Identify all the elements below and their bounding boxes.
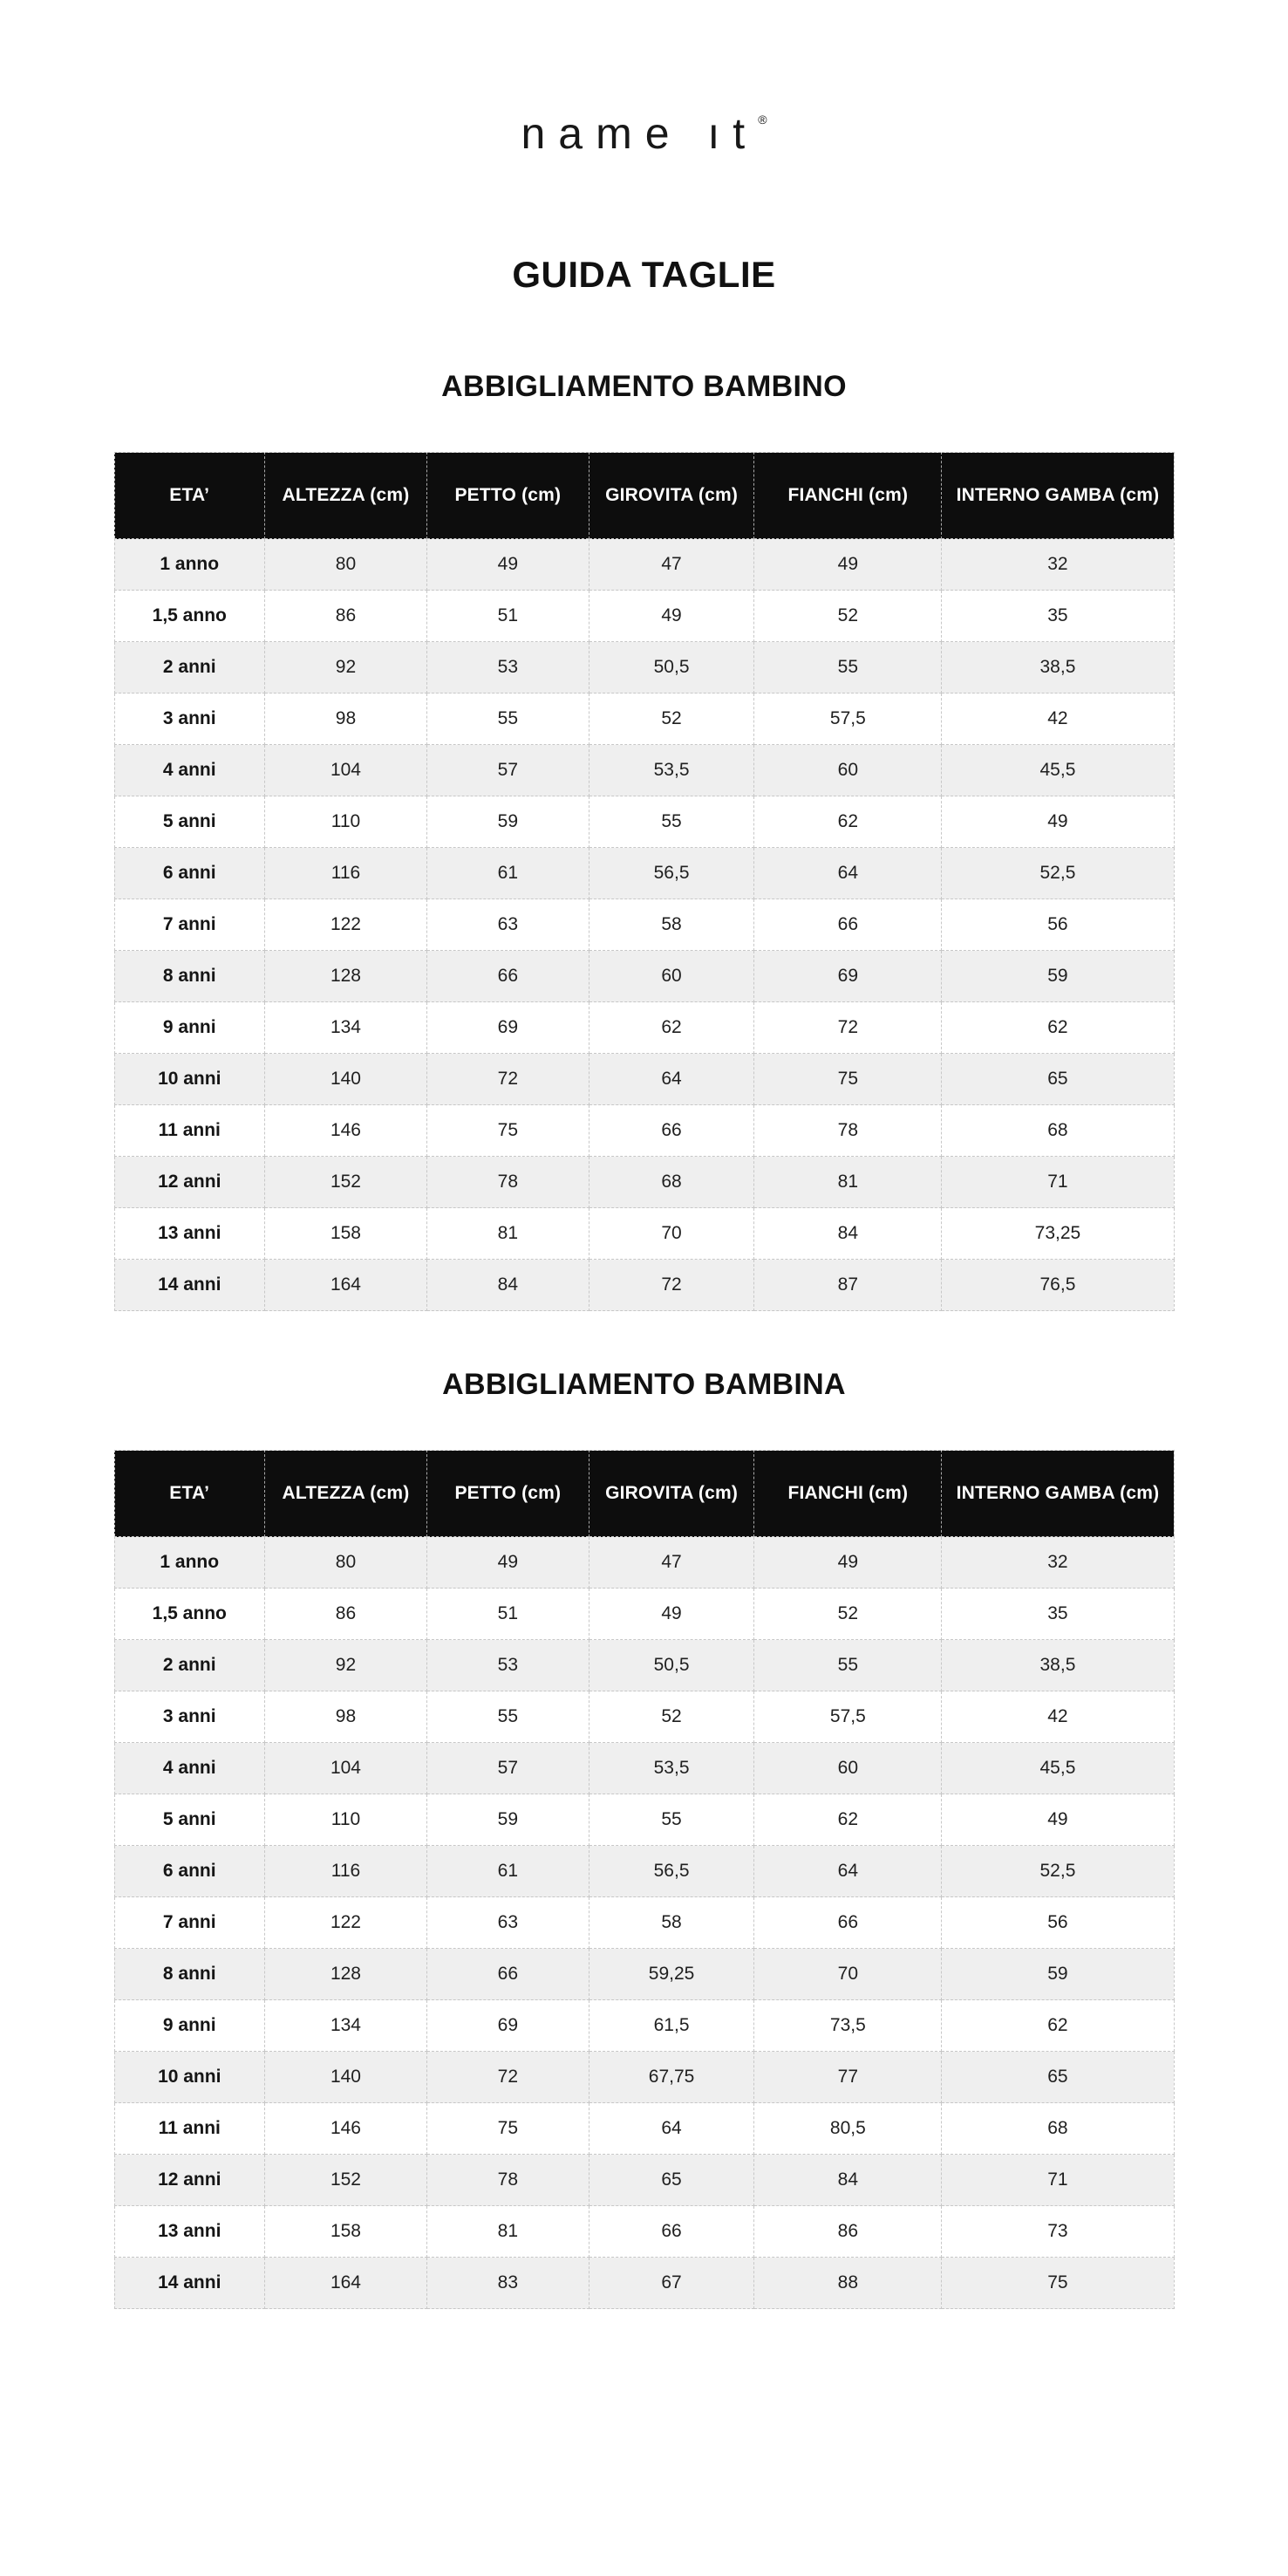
measurement-cell: 63 — [426, 899, 589, 951]
measurement-cell: 81 — [426, 2206, 589, 2258]
measurement-cell: 81 — [426, 1208, 589, 1260]
table-row — [114, 796, 1174, 848]
table-row — [114, 1897, 1174, 1949]
measurement-cell: 59 — [426, 1794, 589, 1846]
measurement-cell: 80,5 — [754, 2103, 942, 2155]
measurement-cell: 53 — [426, 642, 589, 694]
age-cell: 13 anni — [114, 2206, 265, 2258]
age-cell: 1,5 anno — [114, 1589, 265, 1640]
measurement-cell: 59 — [426, 796, 589, 848]
measurement-cell: 67 — [589, 2258, 754, 2309]
measurement-cell: 87 — [754, 1260, 942, 1311]
measurement-cell: 65 — [589, 2155, 754, 2206]
measurement-cell: 59,25 — [589, 1949, 754, 2000]
measurement-cell: 60 — [754, 745, 942, 796]
measurement-cell: 75 — [426, 2103, 589, 2155]
measurement-cell: 57 — [426, 745, 589, 796]
measurement-cell: 73 — [942, 2206, 1174, 2258]
table-header-row — [114, 1451, 1174, 1537]
measurement-cell: 134 — [265, 1002, 427, 1054]
age-cell: 14 anni — [114, 2258, 265, 2309]
measurement-cell: 55 — [589, 1794, 754, 1846]
measurement-cell: 78 — [754, 1105, 942, 1157]
section-bambino — [0, 372, 1288, 1311]
measurement-cell: 32 — [942, 1537, 1174, 1589]
measurement-cell: 152 — [265, 1157, 427, 1208]
measurement-cell: 122 — [265, 899, 427, 951]
column-header-petto: PETTO (cm) — [426, 453, 589, 539]
measurement-cell: 76,5 — [942, 1260, 1174, 1311]
table-row — [114, 694, 1174, 745]
brand-logo — [0, 109, 1288, 158]
brand-logo-text: name ıt — [521, 109, 759, 158]
measurement-cell: 47 — [589, 539, 754, 591]
measurement-cell: 49 — [589, 1589, 754, 1640]
measurement-cell: 49 — [754, 1537, 942, 1589]
measurement-cell: 60 — [754, 1743, 942, 1794]
age-cell: 14 anni — [114, 1260, 265, 1311]
measurement-cell: 69 — [426, 2000, 589, 2052]
measurement-cell: 55 — [754, 1640, 942, 1691]
table-row — [114, 2258, 1174, 2309]
registered-trademark-icon: ® — [758, 113, 767, 126]
measurement-cell: 62 — [754, 796, 942, 848]
measurement-cell: 65 — [942, 2052, 1174, 2103]
age-cell: 3 anni — [114, 694, 265, 745]
measurement-cell: 55 — [754, 642, 942, 694]
table-row — [114, 591, 1174, 642]
measurement-cell: 80 — [265, 1537, 427, 1589]
table-row — [114, 1157, 1174, 1208]
age-cell: 7 anni — [114, 899, 265, 951]
age-cell: 5 anni — [114, 796, 265, 848]
age-cell: 4 anni — [114, 745, 265, 796]
column-header-petto: PETTO (cm) — [426, 1451, 589, 1537]
measurement-cell: 61,5 — [589, 2000, 754, 2052]
measurement-cell: 49 — [754, 539, 942, 591]
section-bambina — [0, 1370, 1288, 2309]
age-cell: 5 anni — [114, 1794, 265, 1846]
measurement-cell: 158 — [265, 1208, 427, 1260]
measurement-cell: 92 — [265, 642, 427, 694]
measurement-cell: 58 — [589, 899, 754, 951]
measurement-cell: 71 — [942, 2155, 1174, 2206]
measurement-cell: 66 — [426, 1949, 589, 2000]
age-cell: 6 anni — [114, 1846, 265, 1897]
measurement-cell: 84 — [754, 2155, 942, 2206]
measurement-cell: 152 — [265, 2155, 427, 2206]
measurement-cell: 53 — [426, 1640, 589, 1691]
measurement-cell: 56 — [942, 899, 1174, 951]
table-row — [114, 1260, 1174, 1311]
table-row — [114, 1743, 1174, 1794]
measurement-cell: 69 — [754, 951, 942, 1002]
measurement-cell: 104 — [265, 1743, 427, 1794]
measurement-cell: 140 — [265, 2052, 427, 2103]
age-cell: 10 anni — [114, 2052, 265, 2103]
measurement-cell: 49 — [942, 796, 1174, 848]
measurement-cell: 88 — [754, 2258, 942, 2309]
measurement-cell: 69 — [426, 1002, 589, 1054]
table-row — [114, 745, 1174, 796]
age-cell: 11 anni — [114, 2103, 265, 2155]
age-cell: 1 anno — [114, 1537, 265, 1589]
measurement-cell: 61 — [426, 848, 589, 899]
page-title: GUIDA TAGLIE — [512, 254, 776, 295]
table-row — [114, 1589, 1174, 1640]
measurement-cell: 110 — [265, 796, 427, 848]
measurement-cell: 64 — [589, 1054, 754, 1105]
measurement-cell: 146 — [265, 1105, 427, 1157]
measurement-cell: 81 — [754, 1157, 942, 1208]
measurement-cell: 68 — [589, 1157, 754, 1208]
age-cell: 1 anno — [114, 539, 265, 591]
measurement-cell: 98 — [265, 694, 427, 745]
age-cell: 4 anni — [114, 1743, 265, 1794]
measurement-cell: 55 — [426, 694, 589, 745]
size-table-bambino — [114, 452, 1175, 1311]
table-row — [114, 1002, 1174, 1054]
measurement-cell: 38,5 — [942, 642, 1174, 694]
measurement-cell: 84 — [426, 1260, 589, 1311]
measurement-cell: 116 — [265, 1846, 427, 1897]
measurement-cell: 52,5 — [942, 848, 1174, 899]
measurement-cell: 49 — [426, 1537, 589, 1589]
measurement-cell: 70 — [589, 1208, 754, 1260]
measurement-cell: 60 — [589, 951, 754, 1002]
table-row — [114, 1794, 1174, 1846]
age-cell: 10 anni — [114, 1054, 265, 1105]
measurement-cell: 128 — [265, 951, 427, 1002]
measurement-cell: 66 — [754, 899, 942, 951]
table-row — [114, 2155, 1174, 2206]
table-row — [114, 2000, 1174, 2052]
measurement-cell: 42 — [942, 1691, 1174, 1743]
table-row — [114, 899, 1174, 951]
measurement-cell: 110 — [265, 1794, 427, 1846]
measurement-cell: 92 — [265, 1640, 427, 1691]
measurement-cell: 75 — [942, 2258, 1174, 2309]
measurement-cell: 78 — [426, 1157, 589, 1208]
measurement-cell: 78 — [426, 2155, 589, 2206]
measurement-cell: 67,75 — [589, 2052, 754, 2103]
measurement-cell: 32 — [942, 539, 1174, 591]
measurement-cell: 50,5 — [589, 642, 754, 694]
age-cell: 6 anni — [114, 848, 265, 899]
measurement-cell: 72 — [426, 1054, 589, 1105]
measurement-cell: 42 — [942, 694, 1174, 745]
measurement-cell: 73,25 — [942, 1208, 1174, 1260]
table-row — [114, 2103, 1174, 2155]
measurement-cell: 59 — [942, 1949, 1174, 2000]
section-title-bambino: ABBIGLIAMENTO BAMBINO — [441, 370, 847, 403]
measurement-cell: 140 — [265, 1054, 427, 1105]
measurement-cell: 52 — [589, 694, 754, 745]
table-row — [114, 2052, 1174, 2103]
column-header-altezza: ALTEZZA (cm) — [265, 1451, 427, 1537]
measurement-cell: 77 — [754, 2052, 942, 2103]
measurement-cell: 84 — [754, 1208, 942, 1260]
measurement-cell: 57 — [426, 1743, 589, 1794]
measurement-cell: 86 — [265, 1589, 427, 1640]
column-header-eta: ETA’ — [114, 453, 265, 539]
measurement-cell: 49 — [426, 539, 589, 591]
column-header-girovita: GIROVITA (cm) — [589, 453, 754, 539]
measurement-cell: 98 — [265, 1691, 427, 1743]
measurement-cell: 72 — [426, 2052, 589, 2103]
age-cell: 3 anni — [114, 1691, 265, 1743]
measurement-cell: 57,5 — [754, 1691, 942, 1743]
measurement-cell: 80 — [265, 539, 427, 591]
table-row — [114, 848, 1174, 899]
measurement-cell: 45,5 — [942, 1743, 1174, 1794]
measurement-cell: 38,5 — [942, 1640, 1174, 1691]
measurement-cell: 66 — [754, 1897, 942, 1949]
measurement-cell: 86 — [754, 2206, 942, 2258]
table-row — [114, 1691, 1174, 1743]
measurement-cell: 47 — [589, 1537, 754, 1589]
column-header-eta: ETA’ — [114, 1451, 265, 1537]
measurement-cell: 61 — [426, 1846, 589, 1897]
measurement-cell: 62 — [942, 2000, 1174, 2052]
measurement-cell: 75 — [754, 1054, 942, 1105]
table-row — [114, 1640, 1174, 1691]
age-cell: 9 anni — [114, 1002, 265, 1054]
measurement-cell: 66 — [426, 951, 589, 1002]
age-cell: 1,5 anno — [114, 591, 265, 642]
table-row — [114, 642, 1174, 694]
measurement-cell: 122 — [265, 1897, 427, 1949]
measurement-cell: 59 — [942, 951, 1174, 1002]
measurement-cell: 62 — [589, 1002, 754, 1054]
measurement-cell: 56,5 — [589, 1846, 754, 1897]
measurement-cell: 62 — [754, 1794, 942, 1846]
measurement-cell: 164 — [265, 2258, 427, 2309]
measurement-cell: 49 — [589, 591, 754, 642]
column-header-fianchi: FIANCHI (cm) — [754, 1451, 942, 1537]
measurement-cell: 73,5 — [754, 2000, 942, 2052]
measurement-cell: 68 — [942, 2103, 1174, 2155]
measurement-cell: 51 — [426, 1589, 589, 1640]
measurement-cell: 72 — [754, 1002, 942, 1054]
table-row — [114, 539, 1174, 591]
measurement-cell: 72 — [589, 1260, 754, 1311]
measurement-cell: 56,5 — [589, 848, 754, 899]
table-row — [114, 1846, 1174, 1897]
measurement-cell: 65 — [942, 1054, 1174, 1105]
column-header-altezza: ALTEZZA (cm) — [265, 453, 427, 539]
column-header-girovita: GIROVITA (cm) — [589, 1451, 754, 1537]
measurement-cell: 164 — [265, 1260, 427, 1311]
measurement-cell: 52,5 — [942, 1846, 1174, 1897]
measurement-cell: 45,5 — [942, 745, 1174, 796]
measurement-cell: 63 — [426, 1897, 589, 1949]
column-header-interno-gamba: INTERNO GAMBA (cm) — [942, 453, 1174, 539]
measurement-cell: 66 — [589, 2206, 754, 2258]
measurement-cell: 62 — [942, 1002, 1174, 1054]
age-cell: 2 anni — [114, 1640, 265, 1691]
measurement-cell: 55 — [589, 796, 754, 848]
measurement-cell: 51 — [426, 591, 589, 642]
age-cell: 2 anni — [114, 642, 265, 694]
table-row — [114, 1537, 1174, 1589]
measurement-cell: 57,5 — [754, 694, 942, 745]
measurement-cell: 35 — [942, 1589, 1174, 1640]
table-row — [114, 951, 1174, 1002]
measurement-cell: 64 — [754, 1846, 942, 1897]
measurement-cell: 158 — [265, 2206, 427, 2258]
age-cell: 8 anni — [114, 1949, 265, 2000]
measurement-cell: 146 — [265, 2103, 427, 2155]
column-header-fianchi: FIANCHI (cm) — [754, 453, 942, 539]
measurement-cell: 86 — [265, 591, 427, 642]
measurement-cell: 71 — [942, 1157, 1174, 1208]
measurement-cell: 52 — [754, 591, 942, 642]
age-cell: 9 anni — [114, 2000, 265, 2052]
measurement-cell: 83 — [426, 2258, 589, 2309]
measurement-cell: 50,5 — [589, 1640, 754, 1691]
table-row — [114, 1105, 1174, 1157]
measurement-cell: 49 — [942, 1794, 1174, 1846]
measurement-cell: 52 — [754, 1589, 942, 1640]
measurement-cell: 75 — [426, 1105, 589, 1157]
measurement-cell: 55 — [426, 1691, 589, 1743]
column-header-interno-gamba: INTERNO GAMBA (cm) — [942, 1451, 1174, 1537]
measurement-cell: 68 — [942, 1105, 1174, 1157]
measurement-cell: 53,5 — [589, 745, 754, 796]
measurement-cell: 53,5 — [589, 1743, 754, 1794]
measurement-cell: 56 — [942, 1897, 1174, 1949]
table-row — [114, 2206, 1174, 2258]
age-cell: 13 anni — [114, 1208, 265, 1260]
measurement-cell: 58 — [589, 1897, 754, 1949]
measurement-cell: 35 — [942, 591, 1174, 642]
table-row — [114, 1208, 1174, 1260]
measurement-cell: 70 — [754, 1949, 942, 2000]
section-title-bambina: ABBIGLIAMENTO BAMBINA — [442, 1368, 846, 1401]
measurement-cell: 64 — [589, 2103, 754, 2155]
measurement-cell: 52 — [589, 1691, 754, 1743]
age-cell: 8 anni — [114, 951, 265, 1002]
age-cell: 12 anni — [114, 2155, 265, 2206]
table-header-row — [114, 453, 1174, 539]
age-cell: 7 anni — [114, 1897, 265, 1949]
measurement-cell: 116 — [265, 848, 427, 899]
table-row — [114, 1054, 1174, 1105]
measurement-cell: 66 — [589, 1105, 754, 1157]
measurement-cell: 134 — [265, 2000, 427, 2052]
age-cell: 11 anni — [114, 1105, 265, 1157]
measurement-cell: 64 — [754, 848, 942, 899]
table-row — [114, 1949, 1174, 2000]
size-table-bambina — [114, 1450, 1175, 2309]
age-cell: 12 anni — [114, 1157, 265, 1208]
measurement-cell: 104 — [265, 745, 427, 796]
measurement-cell: 128 — [265, 1949, 427, 2000]
